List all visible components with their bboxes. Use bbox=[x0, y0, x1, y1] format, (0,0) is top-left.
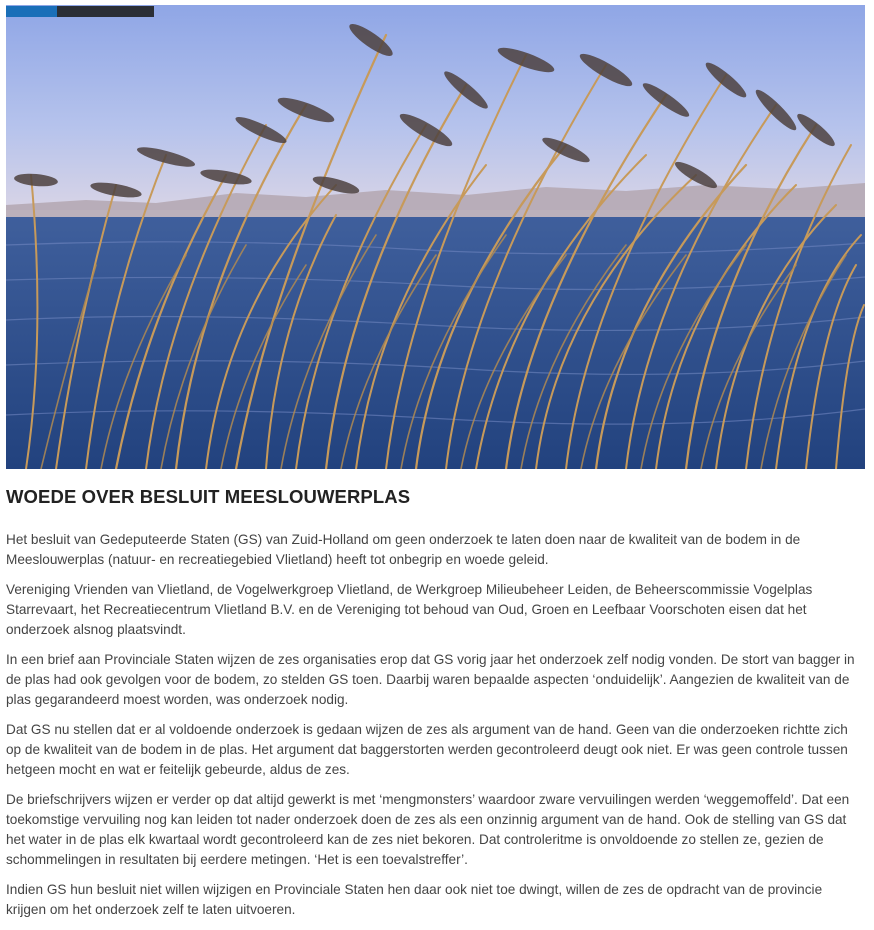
article-paragraph: Indien GS hun besluit niet willen wijzigen en Provinciale Staten hen daar ook niet toe dwingt, willen de zes de opdracht van de provincie krijgen om het onderzoek zelf te laten uitvoeren. bbox=[6, 882, 823, 917]
article-paragraph: In een brief aan Provinciale Staten wijzen de zes organisaties erop dat GS vorig jaar het onderzoek zelf nodig vonden. De stort van bagger in de plas had ook gevolgen voor de bodem, zo stelden GS toen. Daarbij waren bepaalde aspecten ‘onduidelijk’. Aangezien de kwaliteit van de plas gegarandeerd moest worden, was onderzoek nodig. bbox=[6, 652, 855, 707]
article-title: WOEDE OVER BESLUIT MEESLOUWERPLAS bbox=[6, 486, 411, 507]
article-paragraph: Vereniging Vrienden van Vlietland, de Vogelwerkgroep Vlietland, de Werkgroep Milieubeheer Leiden, de Beheerscommissie Vogelplas Starrevaart, het Recreatiecentrum Vlietland B.V. en de Vereniging tot behoud van Oud, Groen en Leefbaar Voorschoten eisen dat het onderzoek alsnog plaatsvindt. bbox=[6, 582, 813, 637]
article-body bbox=[6, 530, 864, 930]
article-paragraph: De briefschrijvers wijzen er verder op dat altijd gewerkt is met ‘mengmonsters’ waardoor zware vervuilingen werden ‘weggemoffeld’. Dat een toekomstige vervuiling nog kan leiden tot nader onderzoek doen de zes als een onzinnig argument van de hand. Ook de stelling van GS dat het water in de plas elk kwartaal wordt gecontroleerd kan de zes niet bekoren. Dat controleritme is onvoldoende zo stellen ze, gezien de schommelingen in resultaten bij eerdere metingen. ‘Het is een toevalstreffer’. bbox=[6, 792, 850, 867]
article-paragraph: Het besluit van Gedeputeerde Staten (GS) van Zuid-Holland om geen onderzoek te laten doen naar de kwaliteit van de bodem in de Meeslouwerplas (natuur- en recreatiegebied Vlietland) heeft tot onbegrip en woede geleid. bbox=[6, 532, 801, 567]
accent-bar-blue bbox=[6, 6, 57, 17]
hero-image bbox=[6, 5, 865, 469]
accent-bar-dark bbox=[57, 6, 154, 17]
category-accent-bar bbox=[6, 6, 154, 17]
article-paragraph: Dat GS nu stellen dat er al voldoende onderzoek is gedaan wijzen de zes als argument van de hand. Geen van die onderzoeken richtte zich op de kwaliteit van de bodem in de plas. Het argument dat baggerstorten werden gecontroleerd deugt ook niet. Er was geen controle tussen hetgeen mocht en wat er feitelijk gebeurde, aldus de zes. bbox=[6, 722, 848, 777]
